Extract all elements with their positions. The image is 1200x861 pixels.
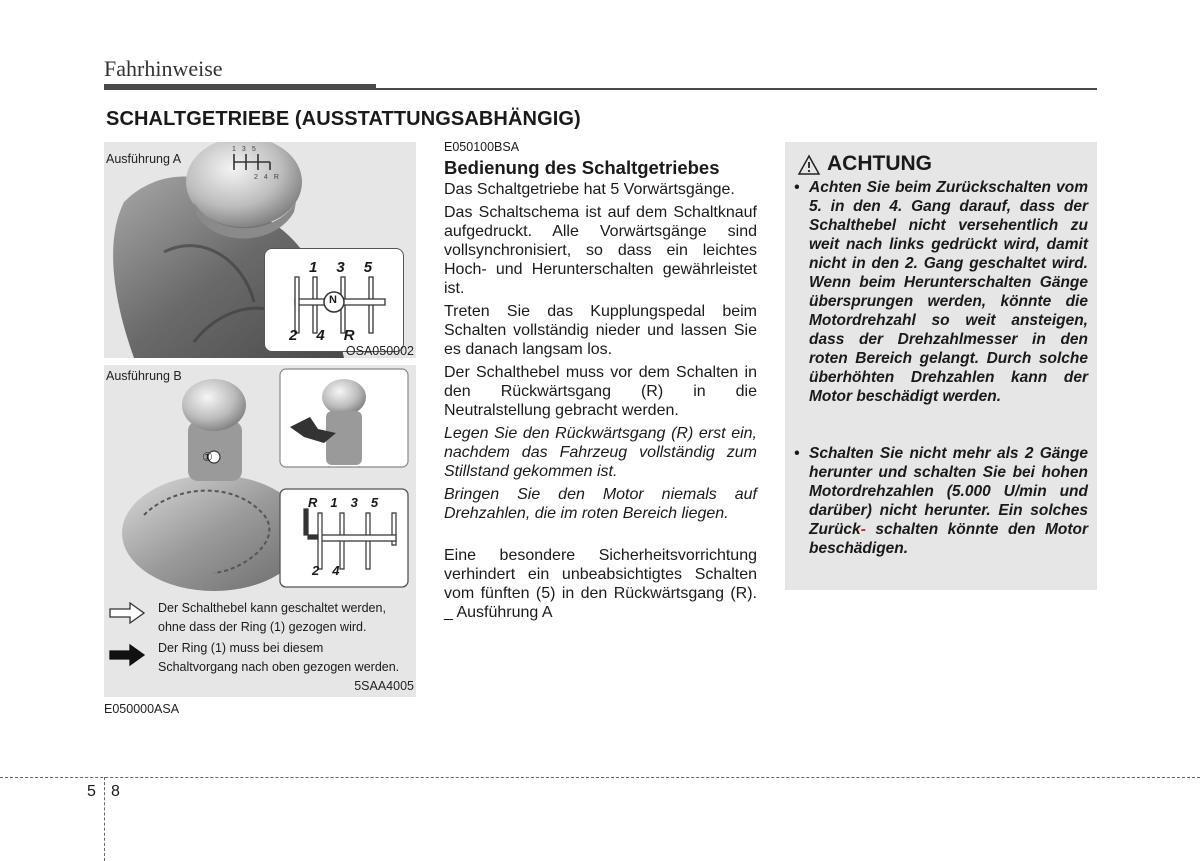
- page-header-title: Fahrhinweise: [104, 56, 223, 81]
- middle-code: E050100BSA: [444, 140, 520, 154]
- gate-a-3: 3: [336, 259, 364, 276]
- gear-knob-b-illustration: [104, 365, 416, 605]
- legend-solid-line-1: Der Ring (1) muss bei diesem: [158, 641, 324, 655]
- legend-item-hollow: [158, 599, 386, 637]
- warning-item-1-text: Achten Sie beim Zurückschalten vom 5. in den 4. Gang darauf, dass der Schalthebel nicht versehentlich zu weit nach links gedrückt wird, damit nicht in den 2. Gang geschaltet wird. Wenn beim Herunterschalten Gänge übersprungen werden, könnte die Motordrehzahl so weit ansteigen, dass der Drehzahlmesser in den roten Bereich gelangt. Durch solche überhöhten Drehzahlen kann der Motor beschädigt werden.: [809, 179, 1088, 405]
- paragraph-reverse-neutral: Der Schalthebel muss vor dem Schalten in den Rückwärtsgang (R) in die Neutralstellung gebracht werden.: [444, 364, 757, 419]
- paragraph-gears: Das Schaltgetriebe hat 5 Vorwärtsgänge.: [444, 181, 735, 198]
- warning-bullet: •: [794, 179, 800, 196]
- warning-item-2-end: schalten könnte den Motor beschädigen.: [809, 521, 1088, 557]
- gate-a-2: 2: [289, 327, 317, 344]
- paragraph-safety-device: Eine besondere Sicherheitsvorrichtung verhindert ein unbeabsichtigtes Schalten vom fünften (5) in den Rückwärtsgang (R). _ Ausführung A: [444, 547, 757, 621]
- warning-title: ACHTUNG: [827, 152, 932, 175]
- ring-marker: ①: [202, 450, 213, 464]
- footer-vertical-divider: [104, 777, 105, 861]
- paragraph-red-zone: Bringen Sie den Motor niemals auf Drehzahlen, die im roten Bereich liegen.: [444, 486, 757, 522]
- figure-b-code: 5SAA4005: [354, 679, 414, 693]
- gate-b-2: 2: [312, 563, 333, 578]
- warning-item-high-rpm: [794, 444, 1088, 558]
- footer-divider: [0, 777, 1200, 778]
- paragraph-clutch: Treten Sie das Kupplungspedal beim Schalten vollständig nieder und lassen Sie es danach langsam los.: [444, 303, 757, 358]
- solid-arrow-icon: [108, 643, 148, 667]
- figure-a-label: Ausführung A: [106, 152, 182, 166]
- legend-hollow-line-2: ohne dass der Ring (1) gezogen wird.: [158, 620, 367, 634]
- warning-item-2-hyphen: -: [860, 521, 866, 538]
- figure-b-label: Ausführung B: [106, 369, 182, 383]
- page-number: 8: [111, 783, 120, 800]
- knob-a-bottom-gear-r: R: [273, 174, 285, 181]
- warning-triangle-icon: [797, 154, 821, 176]
- page-section-number: 5: [87, 783, 96, 800]
- warning-bullet: •: [794, 445, 800, 462]
- gate-b-4: 4: [332, 563, 353, 578]
- hollow-arrow-icon: [108, 601, 148, 625]
- gate-a-neutral: N: [329, 294, 337, 306]
- header-rule: [376, 88, 1097, 90]
- gate-a-4: 4: [316, 327, 344, 344]
- gate-b-r: R: [308, 495, 331, 510]
- warning-item-2-text: Schalten Sie nicht mehr als 2 Gänge herunter und schalten Sie bei hohen Motordrehzahlen (5.000 U/min und darüber) nicht herunter. Ein solches Zurück: [809, 445, 1088, 538]
- legend-item-solid: [158, 639, 399, 677]
- legend-solid-line-2: Schaltvorgang nach oben gezogen werden.: [158, 660, 400, 674]
- shift-pattern-inset-a: [264, 248, 404, 352]
- section-title: SCHALTGETRIEBE (AUSSTATTUNGSABHÄNGIG): [106, 108, 581, 130]
- left-column-code: E050000ASA: [104, 702, 180, 716]
- gate-a-r: R: [343, 327, 374, 344]
- knob-a-top-gear-3: 3: [241, 146, 252, 153]
- header-rule-thick: [104, 84, 376, 90]
- gate-b-1: 1: [330, 495, 351, 510]
- warning-item-downshift: [794, 178, 1088, 406]
- figure-version-b: [104, 365, 416, 697]
- paragraph-reverse-standstill: Legen Sie den Rückwärtsgang (R) erst ein, nachdem das Fahrzeug vollständig zum Stillstand gekommen ist.: [444, 425, 757, 480]
- knob-a-bottom-gear-2: 2: [254, 174, 264, 181]
- gate-b-5: 5: [370, 495, 392, 510]
- gate-a-1: 1: [309, 259, 337, 276]
- middle-heading: Bedienung des Schaltgetriebes: [444, 157, 720, 178]
- knob-a-top-gear-1: 1: [232, 146, 242, 153]
- gate-a-5: 5: [363, 259, 392, 276]
- knob-a-top-gear-5: 5: [251, 146, 262, 153]
- paragraph-shift-pattern: Das Schaltschema ist auf dem Schaltknauf aufgedruckt. Alle Vorwärtsgänge sind vollsynchronisiert, so dass ein leichtes Hoch- und Herunterschalten gewährleistet ist.: [444, 204, 757, 297]
- legend-hollow-line-1: Der Schalthebel kann geschaltet werden,: [158, 601, 386, 615]
- figure-a-code: OSA050002: [345, 344, 414, 358]
- gate-b-3: 3: [350, 495, 371, 510]
- knob-a-bottom-gear-4: 4: [263, 174, 274, 181]
- figure-version-a: [104, 142, 416, 358]
